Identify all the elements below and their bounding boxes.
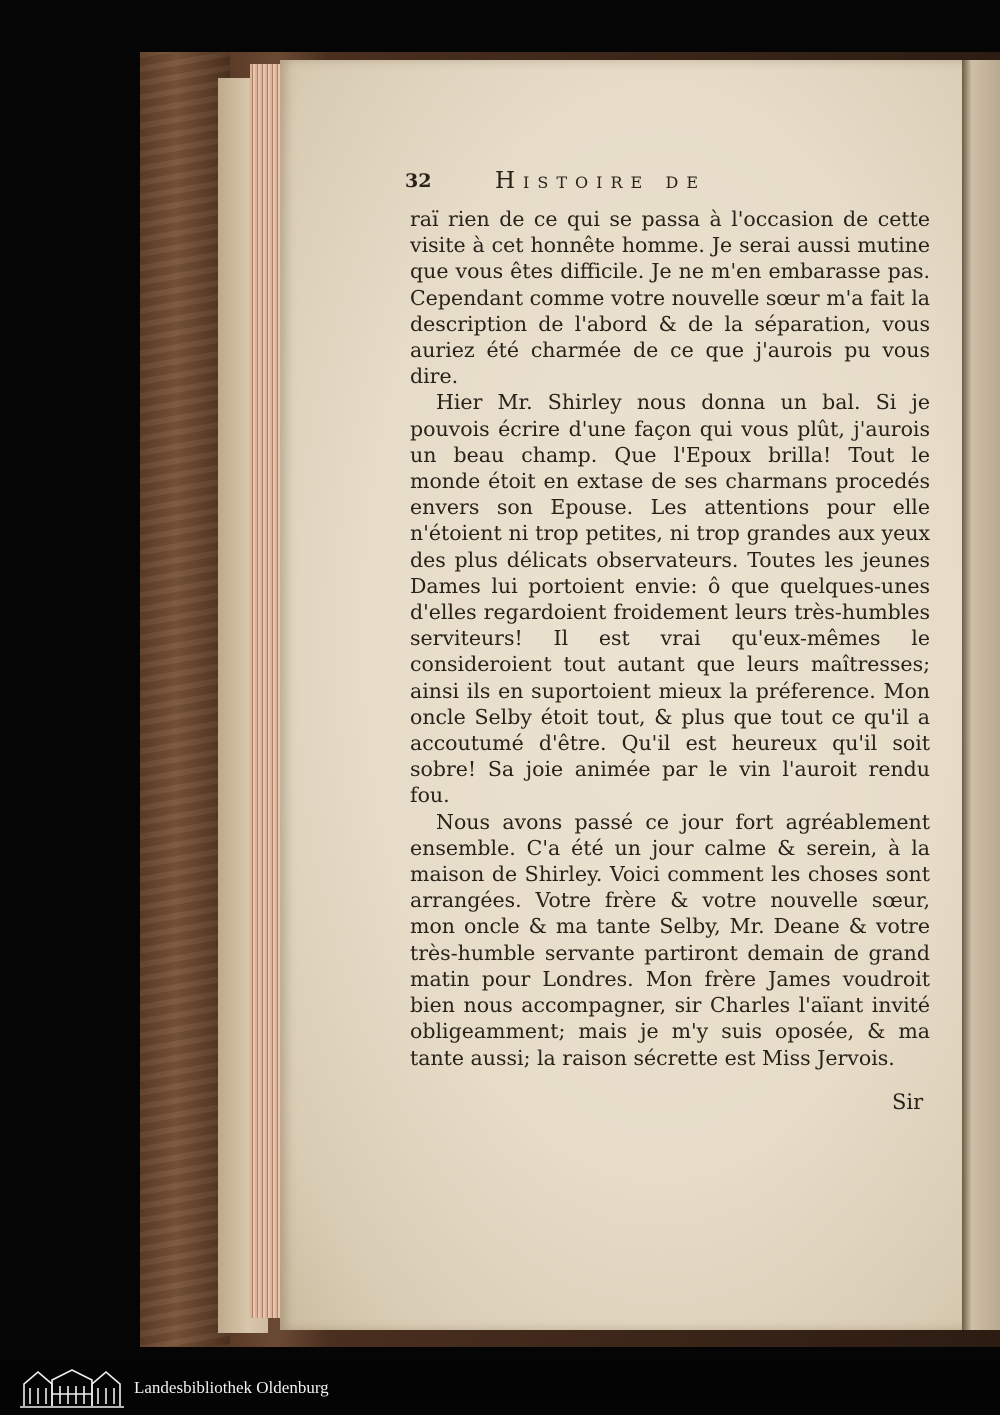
catchword: Sir [892, 1090, 924, 1114]
running-head: Histoire de [495, 168, 706, 194]
text-block [410, 206, 930, 1071]
library-name[interactable]: Landesbibliothek Oldenburg [134, 1378, 329, 1397]
page-edges [250, 64, 284, 1318]
library-building-icon[interactable] [20, 1366, 124, 1410]
paragraph: Nous avons passé ce jour fort agréablement ensemble. C'a été un jour calme & serein, à la maison de Shirley. Voici comment les choses sont arrangées. Votre frère & votre nouvelle sœur, mon oncle & ma tante Selby, Mr. Deane & votre très-humble servante partiront demain de grand matin pour Londres. Mon frère James voudroit bien nous accompagner, sir Charles l'aïant invité obligeamment; mais je m'y suis oposée, & ma tante aussi; la raison sécrette est Miss Jervois. [410, 809, 930, 1070]
facing-page-edge [962, 60, 1000, 1330]
footer-bar [0, 1362, 1000, 1415]
page-number: 32 [405, 170, 432, 192]
paragraph: Hier Mr. Shirley nous donna un bal. Si je pouvois écrire d'une façon qui vous plût, j'aurois un beau champ. Que l'Epoux brilla! Tout le monde étoit en extase de ses charmans procedés envers son Epouse. Les attentions pour elle n'étoient ni trop petites, ni trop grandes aux yeux des plus délicats observateurs. Toutes les jeunes Dames lui portoient envie: ô que quelques-unes d'elles regardoient froidement leurs très-humbles serviteurs! Il est vrai qu'eux-mêmes le consideroient tout autant que leurs maîtresses; ainsi ils en suportoient mieux la préference. Mon oncle Selby étoit tout, & plus que tout ce qu'il a accoutumé d'être. Qu'il est heureux qu'il soit sobre! Sa joie animée par le vin l'auroit rendu fou. [410, 390, 930, 808]
paragraph: raï rien de ce qui se passa à l'occasion de cette visite à cet honnête homme. Je serai aussi mutine que vous êtes difficile. Je ne m'en embarasse pas. Cependant comme votre nouvelle sœur m'a fait la description de l'abord & de la séparation, vous auriez été charmée de ce que j'aurois pu vous dire. [410, 207, 930, 389]
page-header [405, 168, 845, 198]
cover-board [140, 52, 230, 1347]
